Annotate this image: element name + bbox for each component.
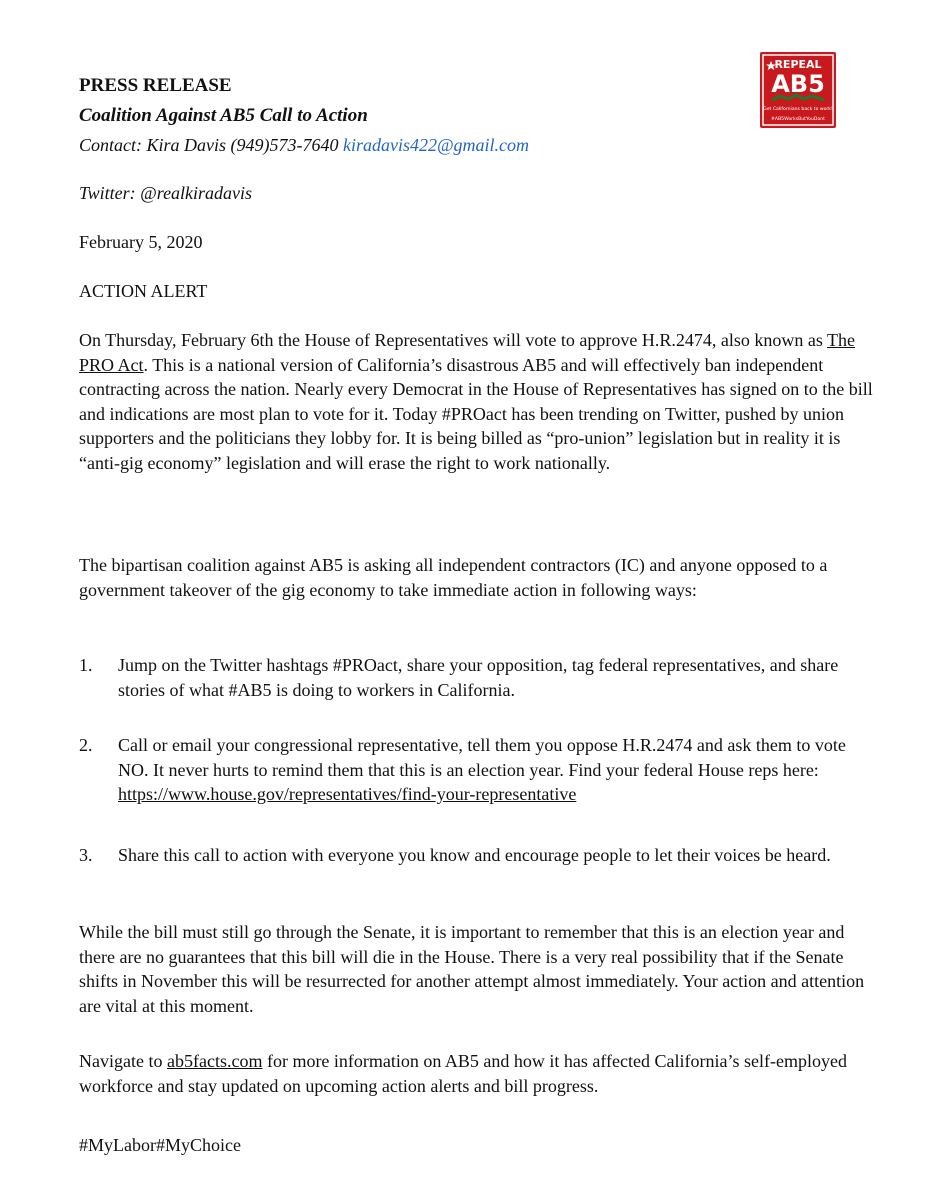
list-item-text: Call or email your congressional representative, tell them you oppose H.R.2474 and ask them to vote NO. It never hurts to remind them that this is an election year. Find your federal House reps here: (118, 735, 846, 780)
repeal-ab5-logo-graphic (760, 52, 836, 128)
paragraph-intro (79, 328, 879, 475)
hashtags: #MyLabor#MyChoice (79, 1135, 241, 1155)
list-number: 3. (79, 845, 93, 865)
action-alert-heading: ACTION ALERT (79, 281, 208, 301)
logo-line2: AB5 (771, 70, 825, 98)
press-release-subtitle: Coalition Against AB5 Call to Action (79, 105, 368, 126)
paragraph-coalition: The bipartisan coalition against AB5 is asking all independent contractors (IC) and anyone opposed to a government takeover of the gig economy to take immediate action in following ways: (79, 555, 828, 600)
paragraph-senate: While the bill must still go through the Senate, it is important to remember that this is an election year and there are no guarantees that this bill will die in the House. There is a very real possibility that if the Senate shifts in November this will be resurrected for another attempt almost immediately. Your action and attention are vital at this moment. (79, 922, 865, 1016)
find-representative-link[interactable]: https://www.house.gov/representatives/find-your-representative (118, 784, 577, 804)
paragraph-intro-text-2: . This is a national version of California’s disastrous AB5 and will effectively ban independent contracting across the nation. Nearly every Democrat in the House of Representatives has signed on to the bill and indications are most plan to vote for it. Today #PROact has been trending on Twitter, pushed by union supporters and the politicians they lobby for. It is being billed as “pro-union” legislation but in reality it is “anti-gig economy” legislation and will erase the right to work nationally. (79, 354, 873, 473)
paragraph-intro-text-1: On Thursday, February 6th the House of Representatives will vote to approve H.R.2474, also known as (79, 330, 828, 350)
list-item-text: Jump on the Twitter hashtags #PROact, share your opposition, tag federal representatives, and share stories of what #AB5 is doing to workers in California. (118, 655, 839, 700)
pro-act-link[interactable]: The PRO Act (79, 330, 856, 375)
logo-tagline: Get Californians back to work! (763, 107, 833, 112)
paragraph-navigate-text-2: for more information on AB5 and how it has affected California’s self-employed workforce and stay updated on upcoming action alerts and bill progress. (79, 1051, 847, 1096)
contact-label: Contact: Kira Davis (949)573-7640 (79, 135, 343, 155)
list-item-text-wrapper (118, 733, 879, 807)
action-list-item (79, 843, 879, 868)
twitter-handle: Twitter: @realkiradavis (79, 183, 253, 203)
logo-hashtag: #AB5WorksButYouDont (771, 117, 825, 122)
paragraph-navigate (79, 1049, 879, 1098)
repeal-ab5-logo (760, 52, 836, 128)
list-item-text: Share this call to action with everyone you know and encourage people to let their voices be heard. (118, 845, 831, 865)
press-release-title: PRESS RELEASE (79, 75, 232, 96)
release-date: February 5, 2020 (79, 232, 203, 252)
action-list-item (79, 653, 879, 702)
list-number: 2. (79, 735, 93, 755)
contact-email-link[interactable]: kiradavis422@gmail.com (342, 135, 530, 155)
list-number: 1. (79, 655, 93, 675)
contact-line (79, 133, 529, 157)
action-list-item (79, 733, 879, 807)
ab5facts-link[interactable]: ab5facts.com (166, 1051, 263, 1071)
logo-line1: REPEAL (774, 58, 822, 71)
paragraph-navigate-text-1: Navigate to (79, 1051, 167, 1071)
